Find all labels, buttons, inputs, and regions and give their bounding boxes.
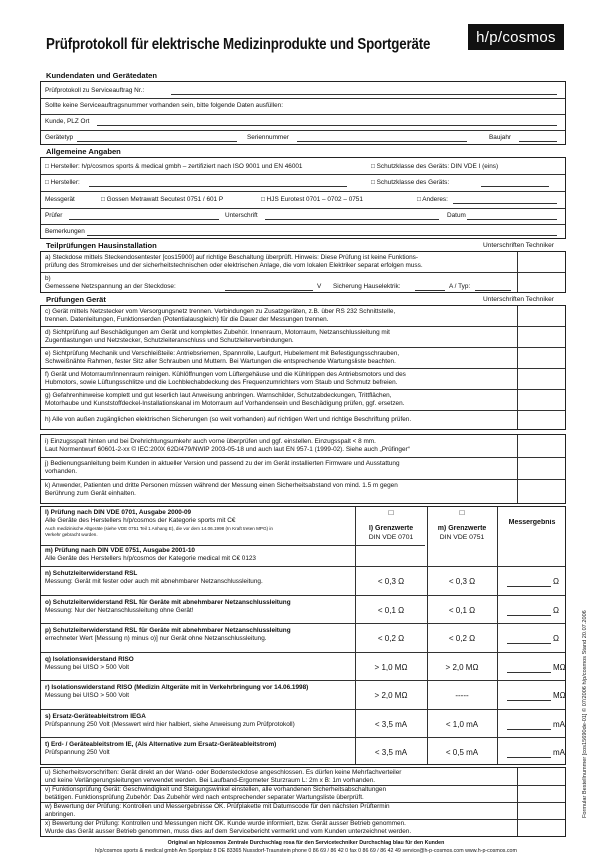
baujahr-label: Baujahr — [489, 134, 512, 141]
col-m-header-2: DIN VDE 0751 — [439, 534, 485, 541]
auftrag-label: Prüfprotokoll zu Serviceauftrag Nr.: — [45, 87, 145, 94]
check-h-text: h) Alle von außen zugänglichen elektrischen Sicherungen (so weit vorhanden) auf richtigen Wert und richtige Beschriftung prüfen. — [45, 416, 412, 423]
geraet-checks-box-2 — [40, 434, 566, 504]
vde0701-text: Alle Geräte des Herstellers h/p/cosmos der Kategorie sports mit C€ — [45, 517, 236, 524]
check-u-text-2: und keine Verlängerungsleitungen verwendet werden. Bei Laufband-Ergometer Sturzraum L: 2m x B: 1m vorhanden. — [45, 777, 376, 784]
check-i-text-2: Laut Normentwurf 60601-2-xx © IEC:200X 62D/479/NWIP 2003-05-18 und auch laut EN 957-1 (1999-02). Siehe auch „Prüfinger“ — [45, 446, 410, 453]
messgeraet-label: Messgerät — [45, 196, 75, 203]
vde0701-note-2: Verkehr gebracht wurden. — [45, 532, 98, 537]
section-kunden-heading: Kundendaten und Gerätedaten — [46, 71, 157, 80]
check-u-text: u) Sicherheitsvorschriften: Gerät direkt an der Wand- oder Bodensteckdose angeschlossen. Es dürfen keine Mehrfachverteiler — [45, 769, 402, 776]
row-divider — [41, 652, 565, 653]
result-field[interactable] — [507, 586, 551, 587]
sicherung-label: Sicherung Hauselektrik: — [333, 283, 401, 290]
limit-vde0701: < 0,1 Ω — [377, 606, 405, 615]
row-divider — [41, 623, 565, 624]
limit-vde0751: < 0,5 mA — [445, 749, 479, 757]
schutzklasse-1-checkbox[interactable]: □ Schutzklasse des Geräts: DIN VDE I (eins) — [371, 163, 499, 170]
limit-vde0751: < 0,3 Ω — [448, 578, 476, 586]
result-unit: Ω — [553, 635, 559, 643]
col-ergebnis-header: Messergebnis — [508, 519, 556, 526]
side-form-number: Formular Bestellnummer [cos15690de-01] © 07/2006 h/p/cosmos Stand 20.07.2006 — [582, 610, 588, 818]
measurement-title: s) Ersatz-Geräteableitstrom IEGA — [45, 712, 146, 720]
result-field[interactable] — [507, 729, 551, 730]
geraet-unterschriften-header: Unterschriften Techniker — [483, 296, 554, 303]
measurement-title: o) Schutzleiterwiderstand RSL für Geräte mit abnehmbarer Netzanschlussleitung — [45, 598, 291, 606]
row-divider — [41, 709, 565, 710]
schutzklasse-field[interactable] — [481, 186, 549, 187]
measurement-description: Prüfspannung 250 Volt (Messwert wird hier halbiert, siehe Anweisung zum Prüfprotokoll) — [45, 720, 295, 728]
check-f-text: f) Gerät und Motorraum/Innenraum reinigen. Kühlöffnungen vom Lüftergehäuse und die Kühlrippen des Antriebsmotors und des — [45, 371, 406, 378]
vde0701-note: Auch medizinische Altgeräte (siehe VDE 0751 Teil 1 Anhang E), die vor dem 14.06.1998 (In Kraft treten MPG) in — [45, 526, 273, 531]
auftrag-field[interactable] — [171, 94, 557, 95]
vde0751-text: Alle Geräte des Herstellers h/p/cosmos der Kategorie medical mit C€ 0123 — [45, 555, 256, 562]
seriennummer-label: Seriennummer — [247, 134, 289, 141]
check-k-text: k) Anwender, Patienten und dritte Personen müssen während der Messung einen Sicherheitsabstand von mind. 1.5 m gegen — [45, 482, 398, 489]
limit-vde0751: ----- — [455, 692, 469, 700]
row-divider — [41, 680, 565, 681]
row-divider — [41, 595, 565, 596]
check-c-text-2: trennen. Datenleitungen, Funktionserden (Potentialausgleich) für die Dauer der Messungen trennen. — [45, 316, 329, 323]
measurement-description: errechneter Wert [Messung n) minus o)] nur Gerät ohne Netzanschlussleitung. — [45, 635, 267, 642]
geraetetyp-label: Gerätetyp — [45, 134, 74, 141]
vde0751-title: m) Prüfung nach DIN VDE 0751, Ausgabe 2001-10 — [45, 547, 195, 554]
bemerkungen-label: Bemerkungen — [45, 228, 85, 235]
check-c-text: c) Gerät mittels Netzstecker vom Versorgungsnetz trennen. Verbindungen zu Zusatzgeräten, z.B. über RS 232 Schnittstelle, — [45, 308, 396, 315]
limit-vde0701: < 0,2 Ω — [377, 635, 405, 643]
gossen-checkbox[interactable]: □ Gossen Metrawatt Secutest 0751 / 601 P — [101, 196, 224, 203]
measurement-title: n) Schutzleiterwiderstand RSL — [45, 570, 138, 577]
measurement-description: Messung: Nur der Netzanschlussleitung ohne Gerät! — [45, 606, 194, 614]
volt-unit: V — [317, 283, 322, 290]
col-m-header: m) Grenzwerte — [437, 525, 487, 532]
sicherung-field[interactable] — [415, 290, 445, 291]
check-v-text-2: betätigen. Funktionsprüfung Zubehör: Das Zubehör wird nach entsprechender separater Wartungsliste überprüft. — [45, 794, 364, 801]
result-unit: Ω — [553, 606, 559, 615]
haus-unterschriften-header: Unterschriften Techniker — [483, 242, 554, 249]
check-x-text-2: Wurde das Gerät ausser Betrieb genommen, muss dies auf dem Servicebericht vermerkt und vom Kunden unterzeichnet werden. — [45, 828, 412, 835]
page-title: Prüfprotokoll für elektrische Medizinprodukte und Sportgeräte — [46, 36, 431, 53]
pruefer-field[interactable] — [69, 219, 219, 220]
baujahr-field[interactable] — [519, 141, 557, 142]
col-l-header: l) Grenzwerte — [368, 525, 414, 532]
check-i-text: i) Einzugsspalt hinten und bei Drehrichtungsumkehr auch vorne überprüfen und ggf. einstellen. Einzugsspalt < 8 mm. — [45, 438, 376, 445]
haus-box — [40, 251, 566, 293]
netzspannung-field[interactable] — [225, 290, 313, 291]
hersteller-field[interactable] — [89, 186, 347, 187]
limit-vde0751: < 0,2 Ω — [448, 635, 476, 643]
a-typ-field[interactable] — [475, 290, 511, 291]
section-geraet-heading: Prüfungen Gerät — [46, 295, 106, 304]
section-allgemein-heading: Allgemeine Angaben — [46, 147, 121, 156]
measurement-title: r) Isolationswiderstand RISO (Medizin Altgeräte mit in Verkehrbringung vor 14.06.1998) — [45, 684, 309, 691]
measurement-description: Prüfspannung 250 Volt — [45, 749, 110, 756]
geraet-checks-box — [40, 305, 566, 430]
result-unit: mA — [553, 749, 565, 757]
check-e-text-2: Schweißnähte Rahmen, fester Sitz aller Schrauben und Muttern. Bei Wartungen die entsprechende Wartungsliste beachten. — [45, 358, 396, 365]
measurement-title: p) Schutzleiterwiderstand RSL für Geräte mit abnehmbarer Netzanschlussleitung — [45, 627, 291, 634]
col-l-checkbox[interactable]: □ — [388, 509, 394, 517]
result-field[interactable] — [507, 757, 551, 758]
result-field[interactable] — [507, 643, 551, 644]
datum-field[interactable] — [467, 219, 557, 220]
footer-copies: Original an h/p/cosmos Zentrale Durchschlag rosa für den Servicetechniker Durchschlag blau für den Kunden — [167, 840, 445, 846]
hersteller-cosmos-checkbox[interactable]: □ Hersteller: h/p/cosmos sports & medical gmbh – zertifiziert nach ISO 9001 und EN 46001 — [45, 163, 303, 170]
measurement-description: Messung bei UISO > 500 Volt — [45, 663, 130, 671]
vde0701-title: l) Prüfung nach DIN VDE 0701, Ausgabe 2000-09 — [45, 509, 192, 516]
limit-vde0701: < 3,5 mA — [374, 720, 408, 729]
allgemein-box — [40, 157, 566, 239]
check-d-text: d) Sichtprüfung auf Beschädigungen am Gerät und komplettes Zubehör. Innenraum, Motorraum, Netzanschlussleitung mit — [45, 329, 390, 336]
unterschrift-field[interactable] — [265, 219, 439, 220]
col-l-header-2: DIN VDE 0701 — [368, 534, 414, 541]
section-haus-heading: Teilprüfungen Hausinstallation — [46, 241, 157, 250]
check-j-text: j) Bedienungsanleitung beim Kunden in aktueller Version und passend zu der im Gerät installierten Firmware und Ausstattung — [45, 460, 400, 467]
cosmos-logo: h/p/cosmos — [468, 24, 564, 50]
result-unit: mA — [553, 720, 565, 729]
check-e-text: e) Sichtprüfung Mechanik und Verschleißteile: Antriebsriemen, Spannrolle, Laufgurt, Hubelement mit Befestigungsschrauben, — [45, 350, 400, 357]
schutzklasse-other-checkbox[interactable]: □ Schutzklasse des Geräts: — [371, 179, 450, 186]
check-g-text: g) Gefahrenhinweise komplett und gut leserlich laut Anweisung anbringen. Warnschilder, Schutzabdeckungen, Trittflächen, — [45, 392, 392, 399]
haus-a-text: a) Steckdose mittels Steckendosentester [cos15900] auf richtige Beschaltung überprüft. Hinweis: Diese Prüfung ist keine Funktions- — [45, 254, 418, 261]
a-typ-label: A / Typ: — [449, 283, 471, 290]
measurement-table — [40, 506, 566, 765]
anderes-checkbox[interactable]: □ Anderes: — [417, 196, 448, 203]
netzspannung-label: Gemessene Netzspannung an der Steckdose: — [45, 283, 176, 290]
seriennummer-field[interactable] — [297, 141, 467, 142]
check-j-text-2: vorhanden. — [45, 468, 77, 475]
check-g-text-2: Motorhaube und Kunststoffdeckel-Installationskanal im Motorraum auf Vorhandensein und Beschädigung prüfen, ggf. ersetzen. — [45, 400, 405, 407]
limit-vde0701: < 0,3 Ω — [377, 578, 405, 586]
footer-address: h/p/cosmos sports & medical gmbh Am Sportplatz 8 DE 83365 Nussdorf-Traunstein phone 0 86 69 / 86 42 0 fax 0 86 69 / 86 42 49 service@h-p-cosmos.com www.h-p-cosmos.com — [95, 848, 517, 854]
result-field[interactable] — [507, 615, 551, 616]
kunde-field[interactable] — [97, 125, 557, 126]
measurement-title: t) Erd- / Geräteableitstrom IE, (Als Alternative zum Ersatz-Geräteableitstrom) — [45, 741, 277, 748]
check-d-text-2: Zugentlastungen und Netzstecker, Schutzleiteranschluss und Schutzleiterverbindungen. — [45, 337, 294, 344]
limit-vde0751: < 0,1 Ω — [448, 606, 476, 615]
geraetetyp-field[interactable] — [77, 141, 237, 142]
result-unit: MΩ — [553, 692, 566, 700]
hjs-checkbox[interactable]: □ HJS Eurotest 0701 – 0702 – 0751 — [261, 196, 363, 203]
kunden-box — [40, 81, 566, 145]
limit-vde0751: < 1,0 mA — [445, 720, 479, 729]
unterschrift-label: Unterschrift — [225, 212, 258, 219]
limit-vde0751: > 2,0 MΩ — [445, 663, 479, 672]
final-checks-box — [40, 767, 566, 837]
hersteller-other-checkbox[interactable]: □ Hersteller: — [45, 179, 80, 186]
check-x-text: x) Bewertung der Prüfung: Kontrollen und Messungen nicht OK. Kunde wurde informiert, bzw. Gerät ausser Betrieb genommen. — [45, 820, 406, 827]
check-v-text: v) Funktionsprüfung Gerät: Geschwindigkeit und Steigungswinkel einstellen, alle vorhandenen Sicherheitsabschaltungen — [45, 786, 387, 793]
datum-label: Datum — [447, 212, 466, 219]
result-unit: MΩ — [553, 663, 566, 672]
haus-a-text-2: prüfung des Stromkreises und der sicherheitstechnischen oder elektrischen Anlage, die vom lokalen Elektriker separat erfolgen muss. — [45, 262, 423, 269]
haus-b-label: b) — [45, 275, 51, 282]
measurement-title: q) Isolationswiderstand RISO — [45, 655, 134, 663]
hinweis-text: Sollte keine Serviceauftragsnummer vorhanden sein, bitte folgende Daten ausfüllen: — [45, 102, 284, 109]
pruefer-label: Prüfer — [45, 212, 63, 219]
anderes-field[interactable] — [453, 203, 557, 204]
check-w-text: w) Bewertung der Prüfung: Kontrollen und Messergebnisse OK. Prüfplakette mit Datumscode für den nächsten Prüftermin — [45, 803, 390, 810]
measurement-description: Messung bei UISO > 500 Volt — [45, 692, 130, 699]
check-f-text-2: Hubmotors, sowie Lüftungsschlitze und die Lochblechabdeckung des Frequenzumrichters vom Staub und Schmutz befreien. — [45, 379, 398, 386]
result-field[interactable] — [507, 672, 551, 673]
limit-vde0701: > 1,0 MΩ — [374, 663, 408, 672]
result-unit: Ω — [553, 578, 559, 586]
limit-vde0701: < 3,5 mA — [374, 749, 408, 757]
check-w-text-2: anbringen. — [45, 811, 76, 818]
measurement-description: Messung: Gerät mit fester oder auch mit abnehmbarer Netzanschlussleitung. — [45, 578, 263, 585]
result-field[interactable] — [507, 700, 551, 701]
check-k-text-2: Berührung zum Gerät einhalten. — [45, 490, 136, 497]
kunde-label: Kunde, PLZ Ort — [45, 118, 90, 125]
bemerkungen-field[interactable] — [87, 235, 557, 236]
limit-vde0701: > 2,0 MΩ — [374, 692, 408, 700]
col-m-checkbox[interactable]: □ — [459, 509, 465, 517]
row-divider — [41, 737, 565, 738]
